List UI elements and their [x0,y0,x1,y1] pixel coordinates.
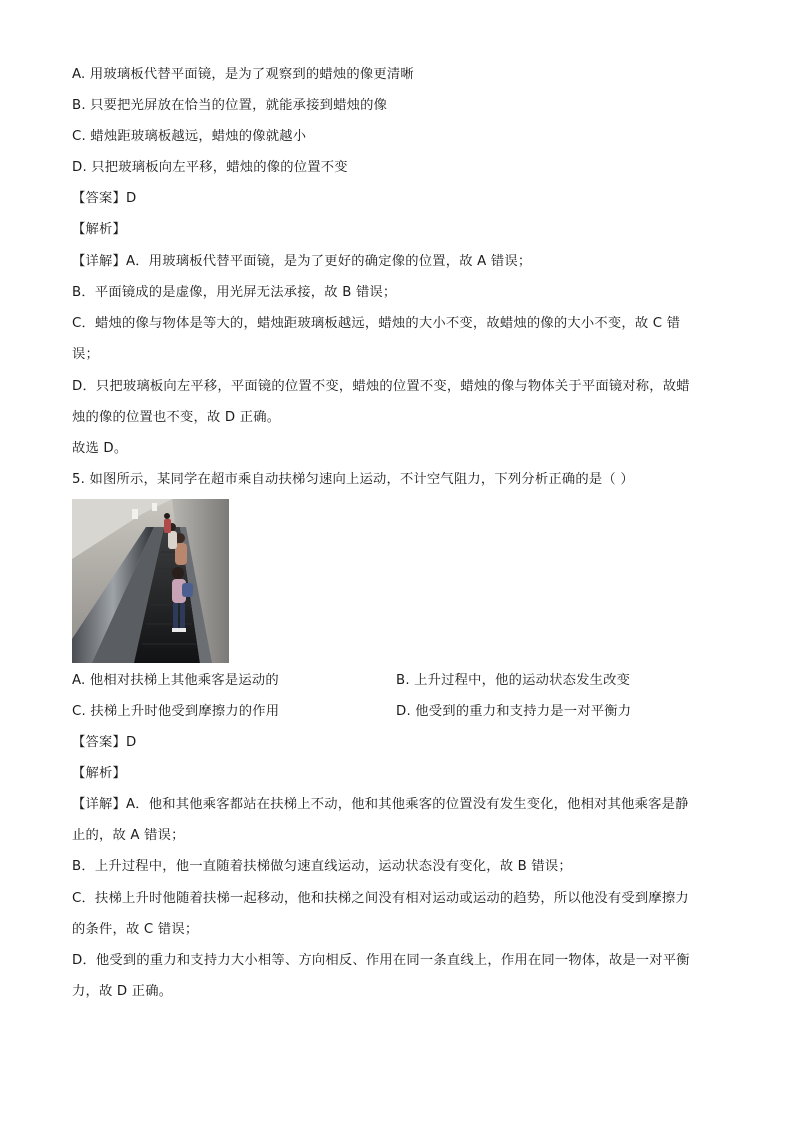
explanation-c-prev-cont: 误； [72,347,99,362]
explanation-b: B．上升过程中，他一直随着扶梯做匀速直线运动，运动状态没有变化，故 B 错误； [72,859,572,874]
choice-summary-prev: 故选 D。 [72,441,128,456]
explanation-a-cont: 止的，故 A 错误； [72,828,185,843]
explanation-a-prev: 【详解】A．用玻璃板代替平面镜，是为了更好的确定像的位置，故 A 错误； [72,254,532,269]
question-5-stem: 5. 如图所示，某同学在超市乘自动扶梯匀速向上运动，不计空气阻力，下列分析正确的是（ ） [72,472,634,487]
analysis-label: 【解析】 [72,766,126,781]
option-b: B. 上升过程中，他的运动状态发生改变 [396,673,631,688]
option-a: A. 他相对扶梯上其他乘客是运动的 [72,673,279,688]
analysis-label-prev: 【解析】 [72,222,126,237]
escalator-photo-icon [72,499,229,663]
option-c: C. 扶梯上升时他受到摩擦力的作用 [72,704,280,719]
explanation-c-prev: C．蜡烛的像与物体是等大的，蜡烛距玻璃板越远，蜡烛的大小不变，故蜡烛的像的大小不变，故 C 错 [72,316,681,331]
option-c-prev: C. 蜡烛距玻璃板越远，蜡烛的像就越小 [72,129,307,144]
explanation-b-prev: B．平面镜成的是虚像，用光屏无法承接，故 B 错误； [72,285,397,300]
option-d-prev: D. 只把玻璃板向左平移，蜡烛的像的位置不变 [72,160,348,175]
option-b-prev: B. 只要把光屏放在恰当的位置，就能承接到蜡烛的像 [72,98,388,113]
explanation-d: D．他受到的重力和支持力大小相等、方向相反、作用在同一条直线上，作用在同一物体，故是一对平衡 [72,953,690,968]
option-a-prev: A. 用玻璃板代替平面镜，是为了观察到的蜡烛的像更清晰 [72,67,414,82]
explanation-a: 【详解】A．他和其他乘客都站在扶梯上不动，他和其他乘客的位置没有发生变化，他相对其他乘客是静 [72,797,689,812]
explanation-d-prev-cont: 烛的像的位置也不变，故 D 正确。 [72,410,281,425]
answer-label: 【答案】D [72,735,137,750]
explanation-c-cont: 的条件，故 C 错误； [72,922,199,937]
explanation-d-prev: D．只把玻璃板向左平移，平面镜的位置不变，蜡烛的位置不变，蜡烛的像与物体关于平面镜对称，故蜡 [72,379,690,394]
explanation-d-cont: 力，故 D 正确。 [72,984,173,999]
answer-label-prev: 【答案】D [72,191,137,206]
explanation-c: C．扶梯上升时他随着扶梯一起移动，他和扶梯之间没有相对运动或运动的趋势，所以他没有受到摩擦力 [72,891,689,906]
option-d: D. 他受到的重力和支持力是一对平衡力 [396,704,632,719]
